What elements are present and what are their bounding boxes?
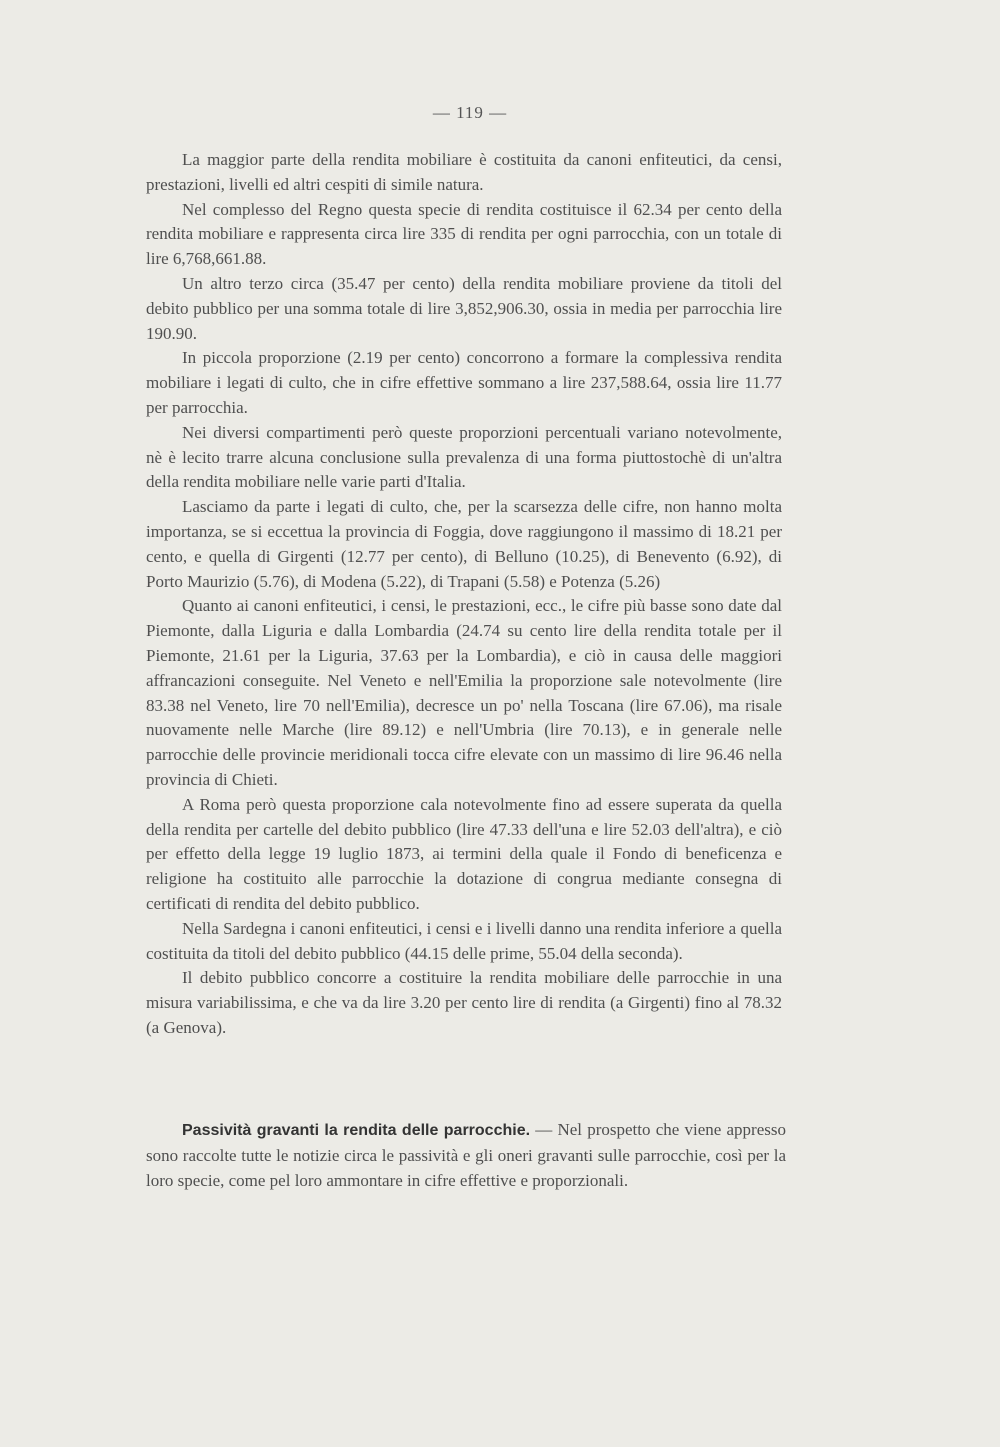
paragraph: Un altro terzo circa (35.47 per cento) della rendita mobiliare proviene da titoli del debito pubblico per una somma totale di lire 3,852,906.30, ossia in media per parrocchia lire 190.90.: [146, 273, 782, 343]
paragraph: La maggior parte della rendita mobiliare è costituita da canoni enfiteutici, da censi, prestazioni, livelli ed altri cespiti di simile natura.: [146, 150, 782, 194]
paragraph: Nella Sardegna i canoni enfiteutici, i censi e i livelli danno una rendita inferiore a quella costituita da titoli del debito pubblico (44.15 delle prime, 55.04 della seconda).: [146, 918, 782, 963]
page-number: — 119 —: [432, 103, 508, 122]
paragraph: Nei diversi compartimenti però queste proporzioni percentuali variano notevolmente, nè è lecito trarre alcuna conclusione sulla prevalenza di una forma piuttostochè di un'altra della rendita mobiliare nelle varie parti d'Italia.: [146, 422, 782, 492]
body-text: [146, 148, 782, 1041]
paragraph: A Roma però questa proporzione cala notevolmente fino ad essere superata da quella della rendita per cartelle del debito pubblico (lire 47.33 dell'una e lire 52.03 dell'altra), e ciò per effetto della legge 19 luglio 1873, ai termini della quale il Fondo di beneficenza e religione ha costituito alle parrocchie la dotazione di congrua mediante consegna di certificati di rendita del debito pubblico.: [146, 794, 782, 913]
section-title: Passività gravanti la rendita delle parrocchie.: [182, 1122, 531, 1139]
section-passivita: [146, 1118, 786, 1193]
paragraph: Il debito pubblico concorre a costituire la rendita mobiliare delle parrocchie in una misura variabilissima, e che va da lire 3.20 per cento lire di rendita (a Girgenti) fino al 78.32 (a Genova).: [146, 968, 782, 1037]
paragraph: In piccola proporzione (2.19 per cento) concorrono a formare la complessiva rendita mobiliare i legati di culto, che in cifre effettive sommano a lire 237,588.64, ossia lire 11.77 per parrocchia.: [146, 348, 782, 417]
paragraph: Nel complesso del Regno questa specie di rendita costituisce il 62.34 per cento della rendita mobiliare e rappresenta circa lire 335 di rendita per ogni parrocchia, con un totale di lire 6,768,661.88.: [146, 199, 782, 269]
section-text: — Nel prospetto che viene appresso sono raccolte tutte le notizie circa le passività e gli oneri gravanti sulle parrocchie, così per la loro specie, come pel loro ammontare in cifre effettive e proporzionali.: [146, 1120, 786, 1190]
paragraph: Quanto ai canoni enfiteutici, i censi, le prestazioni, ecc., le cifre più basse sono date dal Piemonte, dalla Liguria e dalla Lombardia (24.74 su cento lire della rendita totale per il Piemonte, 21.61 per la Liguria, 37.63 per la Lombardia), e ciò in causa delle maggiori affrancazioni conseguite. Nel Veneto e nell'Emilia la proporzione sale notevolmente (lire 83.38 nel Veneto, lire 70 nell'Emilia), decresce un po' nella Toscana (lire 67.06), ma risale nuovamente nelle Marche (lire 89.12) e nell'Umbria (lire 70.13), e in generale nelle parrocchie delle provincie meridionali tocca cifre elevate con un massimo di lire 96.46 nella provincia di Chieti.: [146, 596, 782, 789]
paragraph: Lasciamo da parte i legati di culto, che, per la scarsezza delle cifre, non hanno molta importanza, se si eccettua la provincia di Foggia, dove raggiungono il massimo di 18.21 per cento, e quella di Girgenti (12.77 per cento), di Belluno (10.25), di Benevento (6.92), di Porto Maurizio (5.76), di Modena (5.22), di Trapani (5.58) e Potenza (5.26): [146, 497, 782, 591]
section-paragraph: [146, 1118, 786, 1193]
